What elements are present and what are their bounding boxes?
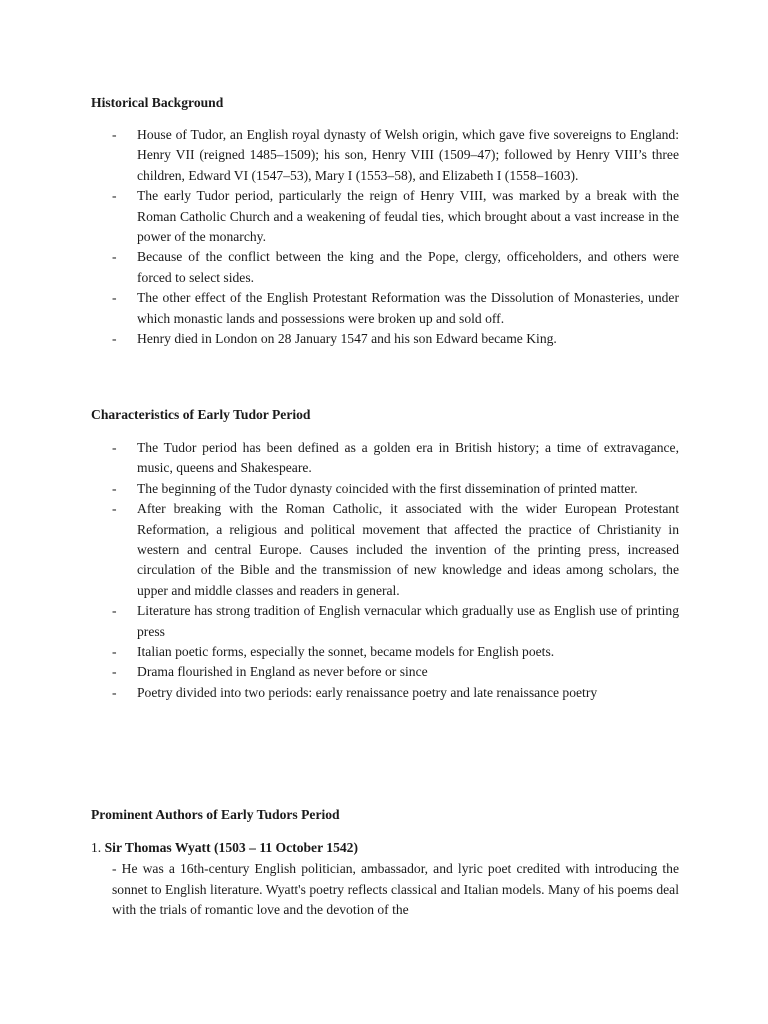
list-item-text: The other effect of the English Protestant Reformation was the Dissolution of Monasteries, under which monastic lands and possessions were broken up and sold off. <box>137 290 679 326</box>
list-item-text: The beginning of the Tudor dynasty coincided with the first dissemination of printed matter. <box>137 480 638 496</box>
list-item <box>112 479 679 499</box>
bullet-dash: - <box>112 249 117 265</box>
list-item <box>112 247 679 288</box>
list-item-text: Poetry divided into two periods: early renaissance poetry and late renaissance poetry <box>137 684 598 700</box>
list-item <box>112 642 679 662</box>
list-item <box>112 288 679 329</box>
author-description: - He was a 16th-century English politician, ambassador, and lyric poet credited with introducing the sonnet to English literature. Wyatt's poetry reflects classical and Italian models. Many of his poems deal with the trials of romantic love and the devotion of the <box>112 861 679 917</box>
list-item <box>112 601 679 642</box>
bullet-dash: - <box>112 188 117 204</box>
characteristics-heading: Characteristics of Early Tudor Period <box>91 407 311 422</box>
list-item <box>112 438 679 479</box>
characteristics-list <box>112 438 679 703</box>
bullet-dash: - <box>112 501 117 517</box>
author-name: Sir Thomas Wyatt (1503 – 11 October 1542) <box>104 840 358 855</box>
list-item-text: Because of the conflict between the king and the Pope, clergy, officeholders, and others were forced to select sides. <box>137 249 679 285</box>
bullet-dash: - <box>112 290 117 306</box>
bullet-dash: - <box>112 664 117 680</box>
bullet-dash: - <box>112 127 117 142</box>
list-item-text: The early Tudor period, particularly the reign of Henry VIII, was marked by a break with the Roman Catholic Church and a weakening of feudal ties, which brought about a vast increase in the power of the monarchy. <box>137 188 679 245</box>
list-item <box>112 125 679 186</box>
author-entry-heading <box>91 838 358 858</box>
list-item <box>112 683 679 703</box>
list-item <box>112 329 679 349</box>
list-item <box>112 662 679 682</box>
list-item <box>112 186 679 247</box>
bullet-dash: - <box>112 331 117 347</box>
list-item-text: The Tudor period has been defined as a golden era in British history; a time of extravagance, music, queens and Shakespeare. <box>137 440 679 476</box>
list-item-text: Drama flourished in England as never before or since <box>137 664 428 680</box>
bullet-dash: - <box>112 480 117 496</box>
prominent-authors-heading: Prominent Authors of Early Tudors Period <box>91 807 340 822</box>
historical-background-list <box>112 125 679 349</box>
list-item-text: Henry died in London on 28 January 1547 and his son Edward became King. <box>137 331 557 347</box>
list-item-text: After breaking with the Roman Catholic, it associated with the wider European Protestant Reformation, a religious and political movement that affected the practice of Christianity in western and central Europe. Causes included the invention of the printing press, increased circulation of the Bible and the transmission of new knowledge and ideas among scholars, the upper and middle classes and readers in general. <box>137 501 679 598</box>
bullet-dash: - <box>112 644 117 660</box>
bullet-dash: - <box>112 440 117 455</box>
list-item-text: Literature has strong tradition of English vernacular which gradually use as English use of printing press <box>137 603 679 639</box>
list-item-text: Italian poetic forms, especially the sonnet, became models for English poets. <box>137 644 555 660</box>
bullet-dash: - <box>112 684 117 700</box>
historical-background-heading: Historical Background <box>91 95 224 110</box>
bullet-dash: - <box>112 603 117 619</box>
list-item <box>112 499 679 601</box>
author-number: 1. <box>91 840 102 855</box>
list-item-text: House of Tudor, an English royal dynasty of Welsh origin, which gave five sovereigns to England: Henry VII (reigned 1485–1509); his son, Henry VIII (1509–47); followed by Henry VIII’s three children, Edward VI (1547–53), Mary I (1553–58), and Elizabeth I (1558–1603). <box>137 127 679 183</box>
